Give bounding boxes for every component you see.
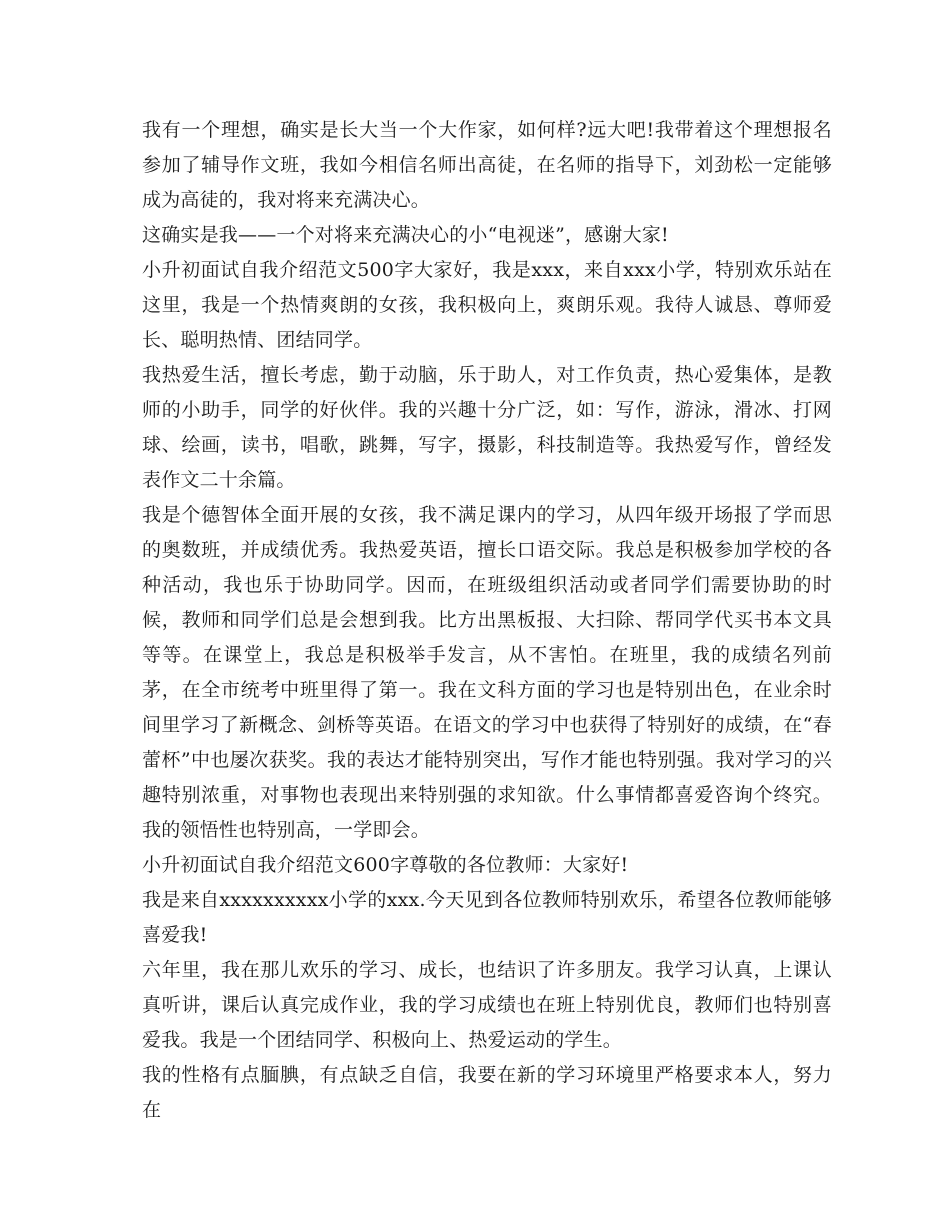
- paragraph: 我有一个理想，确实是长大当一个大作家，如何样?远大吧!我带着这个理想报名参加了辅导作文班，我如今相信名师出高徒，在名师的指导下，刘劲松一定能够成为高徒的，我对将来充满决心。: [142, 119, 832, 211]
- paragraph: 小升初面试自我介绍范文600字尊敬的各位教师：大家好!: [142, 854, 629, 876]
- paragraph: 这确实是我——一个对将来充满决心的小“电视迷”，感谢大家!: [142, 224, 669, 246]
- paragraph: 小升初面试自我介绍范文500字大家好，我是xxx，来自xxx小学，特别欢乐站在这里，我是一个热情爽朗的女孩，我积极向上，爽朗乐观。我待人诚恳、尊师爱长、聪明热情、团结同学。: [142, 259, 832, 351]
- paragraph: 六年里，我在那儿欢乐的学习、成长，也结识了许多朋友。我学习认真，上课认真听讲，课后认真完成作业，我的学习成绩也在班上特别优良，教师们也特别喜爱我。我是一个团结同学、积极向上、热爱运动的学生。: [142, 959, 832, 1051]
- paragraph: 我热爱生活，擅长考虑，勤于动脑，乐于助人，对工作负责，热心爱集体，是教师的小助手，同学的好伙伴。我的兴趣十分广泛，如：写作，游泳，滑冰、打网球、绘画，读书，唱歌，跳舞，写字，摄影，科技制造等。我热爱写作，曾经发表作文二十余篇。: [142, 364, 832, 491]
- paragraph: 我是个德智体全面开展的女孩，我不满足课内的学习，从四年级开场报了学而思的奥数班，并成绩优秀。我热爱英语，擅长口语交际。我总是积极参加学校的各种活动，我也乐于协助同学。因而，在班级组织活动或者同学们需要协助的时候，教师和同学们总是会想到我。比方出黑板报、大扫除、帮同学代买书本文具等等。在课堂上，我总是积极举手发言，从不害怕。在班里，我的成绩名列前茅，在全市统考中班里得了第一。我在文科方面的学习也是特别出色，在业余时间里学习了新概念、剑桥等英语。在语文的学习中也获得了特别好的成绩，在“春蕾杯”中也屡次获奖。我的表达才能特别突出，写作才能也特别强。我对学习的兴趣特别浓重，对事物也表现出来特别强的求知欲。什么事情都喜爱咨询个终究。我的领悟性也特别高，一学即会。: [142, 504, 832, 841]
- document-body: [142, 113, 832, 1128]
- paragraph: 我是来自xxxxxxxxxx小学的xxx.今天见到各位教师特别欢乐，希望各位教师能够喜爱我!: [142, 889, 832, 946]
- paragraph: 我的性格有点腼腆，有点缺乏自信，我要在新的学习环境里严格要求本人，努力在: [142, 1064, 832, 1121]
